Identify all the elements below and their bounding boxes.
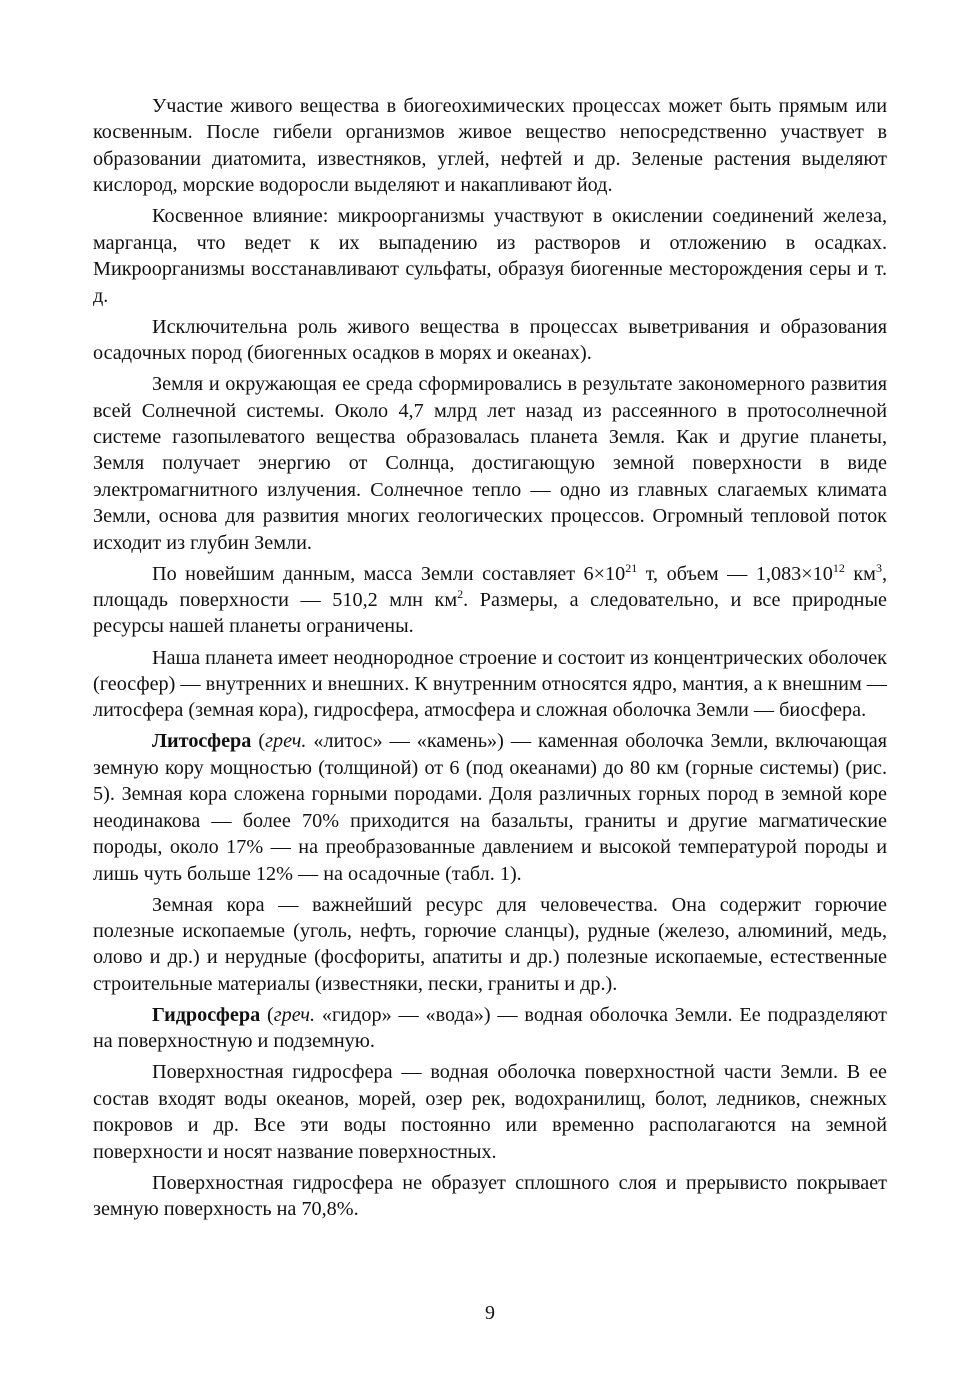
earth-mass-text-c: км <box>844 562 876 585</box>
paragraph-earth-crust-resources: Земная кора — важнейший ресурс для человечества. Она содержит горючие полезные ископаемые (уголь, нефть, горючие сланцы), рудные (железо, алюминий, медь, олово и др.) и нерудные (фосфориты, апатиты и др.) полезные ископаемые, естественные строительные материалы (известняки, пески, граниты и др.). <box>93 893 887 995</box>
lithosphere-text: «литос» — «камень») — каменная оболочка Земли, включающая земную кору мощностью (толщиной) от 6 (под океанами) до 80 км (горные системы) (рис. 5). Земная кора сложена горными породами. Доля различных горных пород в земной коре неодинакова — более 70% приходится на базальты, граниты и другие магматические породы, около 17% — на преобразованные давлением и высокой температурой породы и лишь чуть больше 12% — на осадочные (табл. 1). <box>93 730 887 885</box>
lithosphere-lang-note: греч. <box>265 730 307 753</box>
earth-mass-text-a: По новейшим данным, масса Земли составляет 6×10 <box>152 562 626 585</box>
earth-mass-text-e: . Размеры, а следовательно, и все природные ресурсы нашей планеты ограничены. <box>93 589 887 638</box>
hydrosphere-text: «гидор» — «вода») — водная оболочка Земли. Ее подразделяют на поверхностную и подземную. <box>93 1003 887 1053</box>
paragraph-indirect-influence: Косвенное влияние: микроорганизмы участвуют в окислении соединений железа, марганца, что ведет к их выпадению из растворов и отложению в осадках. Микроорганизмы восстанавливают сульфаты, образуя биогенные месторождения серы и т. д. <box>93 205 887 307</box>
paragraph-weathering: Исключительна роль живого вещества в процессах выветривания и образования осадочных пород (биогенных осадков в морях и океанах). <box>93 315 887 365</box>
term-lithosphere: Литосфера <box>152 730 252 753</box>
paragraph-hydrosphere <box>93 1002 887 1055</box>
paragraph-earth-mass <box>93 561 887 640</box>
mass-exponent: 21 <box>625 560 638 575</box>
earth-mass-text-b: т, объем — 1,083×10 <box>637 562 833 585</box>
volume-unit-exponent: 3 <box>875 560 882 575</box>
hydrosphere-lang-note: греч. <box>273 1003 316 1026</box>
paragraph-living-matter: Участие живого вещества в биогеохимических процессах может быть прямым или косвенным. После гибели организмов живое вещество непосредственно участвует в образовании диатомита, известняков, углей, нефтей и др. Зеленые растения выделяют кислород, морские водоросли выделяют и накапливают йод. <box>93 95 887 197</box>
paragraph-hydrosphere-coverage: Поверхностная гидросфера не образует сплошного слоя и прерывисто покрывает земную поверхность на 70,8%. <box>93 1171 887 1221</box>
earth-mass-text-d: , площадь поверхности — 510,2 млн км <box>93 562 887 612</box>
page-number: 9 <box>485 1302 495 1324</box>
paragraph-lithosphere <box>93 728 887 886</box>
page-body <box>93 93 887 1227</box>
term-hydrosphere: Гидросфера <box>152 1003 261 1026</box>
lithosphere-paren: ( <box>251 730 266 753</box>
area-unit-exponent: 2 <box>457 587 464 602</box>
paragraph-earth-formation: Земля и окружающая ее среда сформировались в результате закономерного развития всей Солнечной системы. Около 4,7 млрд лет назад из рассеянного в протосолнечной системе газопылеватого вещества образовалась планета Земля. Как и другие планеты, Земля получает энергию от Солнца, достигающую земной поверхности в виде электромагнитного излучения. Солнечное тепло — одно из главных слагаемых климата Земли, основа для развития многих геологических процессов. Огромный тепловой поток исходит из глубин Земли. <box>93 373 887 554</box>
volume-exponent: 12 <box>832 560 845 575</box>
paragraph-surface-hydrosphere: Поверхностная гидросфера — водная оболочка поверхностной части Земли. В ее состав входят воды океанов, морей, озер рек, водохранилищ, болот, ледников, снежных покровов и др. Все эти воды постоянно или временно располагаются на земной поверхности и носят название поверхностных. <box>93 1061 887 1163</box>
paragraph-geospheres: Наша планета имеет неоднородное строение и состоит из концентрических оболочек (геосфер) — внутренних и внешних. К внутренним относятся ядро, мантия, а к внешним — литосфера (земная кора), гидросфера, атмосфера и сложная оболочка Земли — биосфера. <box>93 646 887 722</box>
hydrosphere-paren: ( <box>260 1003 274 1026</box>
